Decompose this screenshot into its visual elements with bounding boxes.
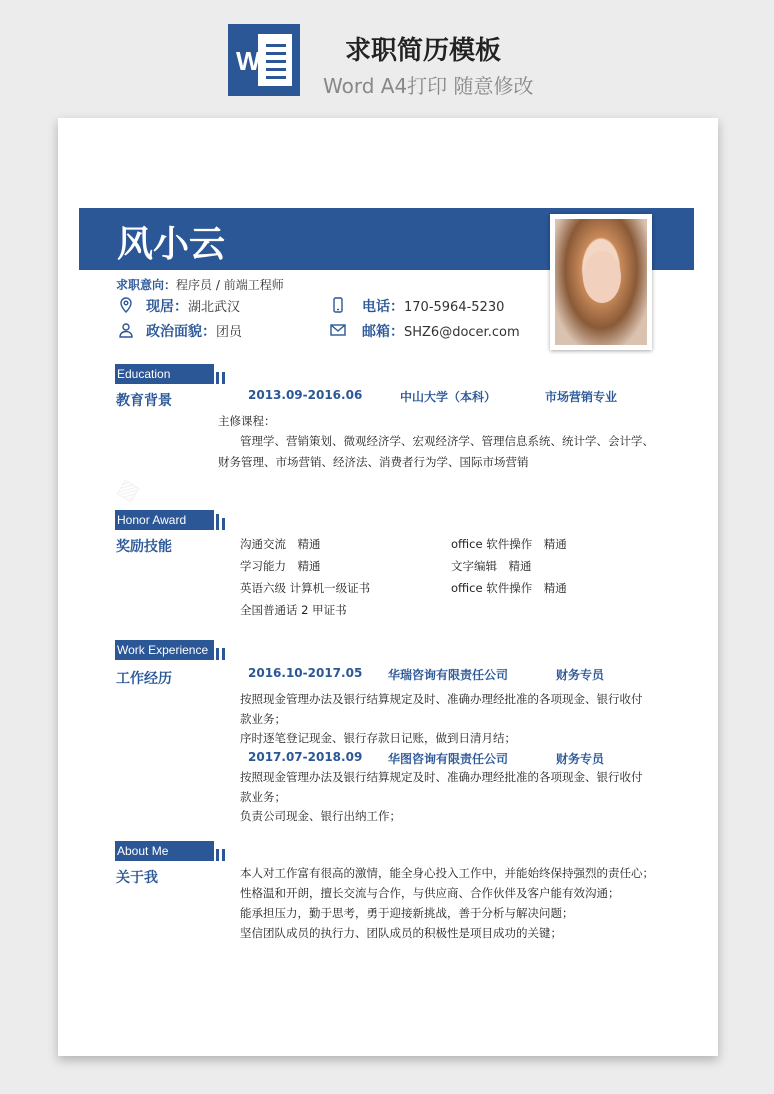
skill-item: 文字编辑 精通 [451,559,532,573]
job-position: 财务专员 [556,752,605,766]
candidate-name: 风小云 [117,224,226,265]
skill-item: 学习能力 精通 [240,559,321,573]
about-line: 性格温和开朗，擅长交流与合作，与供应商、合作伙伴及客户能有效沟通； [240,886,620,900]
job-intent [116,276,284,293]
residence-value: 湖北武汉 [188,300,241,315]
political-status-value: 团员 [216,325,243,340]
education-major: 市场营销专业 [545,390,618,404]
job-intent-value: 程序员 / 前端工程师 [176,278,284,292]
education-period: 2013.09-2016.06 [248,388,363,402]
phone-value: 170-5964-5230 [404,300,505,315]
email-value: SHZ6@docer.com [404,325,520,340]
education-title: 教育背景 [116,393,172,409]
email-label: 邮箱： [362,324,404,340]
email-icon [330,322,346,338]
job-intent-label: 求职意向： [116,278,177,292]
residence [146,296,240,316]
education-tag: Education [115,364,214,384]
about-title: 关于我 [116,870,158,886]
courses-label: 主修课程： [218,414,276,428]
work-title: 工作经历 [116,671,172,687]
residence-label: 现居： [146,299,188,315]
job-duty: 负责公司现金、银行出纳工作； [240,809,401,823]
banner-subtitle: Word A4打印 随意修改 [323,74,534,98]
political-status-label: 政治面貌： [146,324,216,340]
skill-item: 英语六级 计算机一级证书 [240,581,371,595]
about-line: 本人对工作富有很高的激情，能全身心投入工作中，并能始终保持强烈的责任心； [240,866,654,880]
person-icon [118,322,134,338]
phone [362,296,504,316]
about-line: 能承担压力，勤于思考，勇于迎接新挑战，善于分析与解决问题； [240,906,574,920]
section-bars-icon [216,510,228,530]
job-duty: 按照现金管理办法及银行结算规定及时、准确办理经批准的各项现金、银行收付 [240,692,643,706]
watermark: ▨ [113,474,144,507]
about-tag: About Me [115,841,214,861]
honor-tag: Honor Award [115,510,214,530]
courses-line: 管理学、营销策划、微观经济学、宏观经济学、管理信息系统、统计学、会计学、 [240,434,654,448]
skill-item: 沟通交流 精通 [240,537,321,551]
job-company: 华瑞咨询有限责任公司 [388,668,509,682]
word-logo-icon [228,24,300,96]
courses-line: 财务管理、市场营销、经济法、消费者行为学、国际市场营销 [218,455,529,469]
location-icon [118,297,134,313]
about-line: 坚信团队成员的执行力、团队成员的积极性是项目成功的关键； [240,926,562,940]
job-period: 2017.07-2018.09 [248,750,363,764]
resume-page [58,118,718,1056]
skill-item: office 软件操作 精通 [451,537,567,551]
education-school: 中山大学（本科） [400,390,497,404]
honor-title: 奖励技能 [116,539,172,555]
job-duty: 款业务； [240,790,286,804]
job-duty: 款业务； [240,712,286,726]
profile-photo [550,214,652,350]
email [362,321,520,341]
job-position: 财务专员 [556,668,605,682]
word-logo-letter: W [236,46,261,76]
political-status [146,321,242,341]
job-duty: 序时逐笔登记现金、银行存款日记账，做到日清月结； [240,731,516,745]
job-company: 华图咨询有限责任公司 [388,752,509,766]
section-bars-icon [216,841,228,861]
phone-icon [330,297,346,313]
work-tag: Work Experience [115,640,214,660]
skill-item: office 软件操作 精通 [451,581,567,595]
section-bars-icon [216,364,228,384]
job-duty: 按照现金管理办法及银行结算规定及时、准确办理经批准的各项现金、银行收付 [240,770,643,784]
phone-label: 电话： [362,299,404,315]
skill-item: 全国普通话 2 甲证书 [240,603,347,617]
job-period: 2016.10-2017.05 [248,666,363,680]
section-bars-icon [216,640,228,660]
banner-title: 求职简历模板 [345,36,502,66]
